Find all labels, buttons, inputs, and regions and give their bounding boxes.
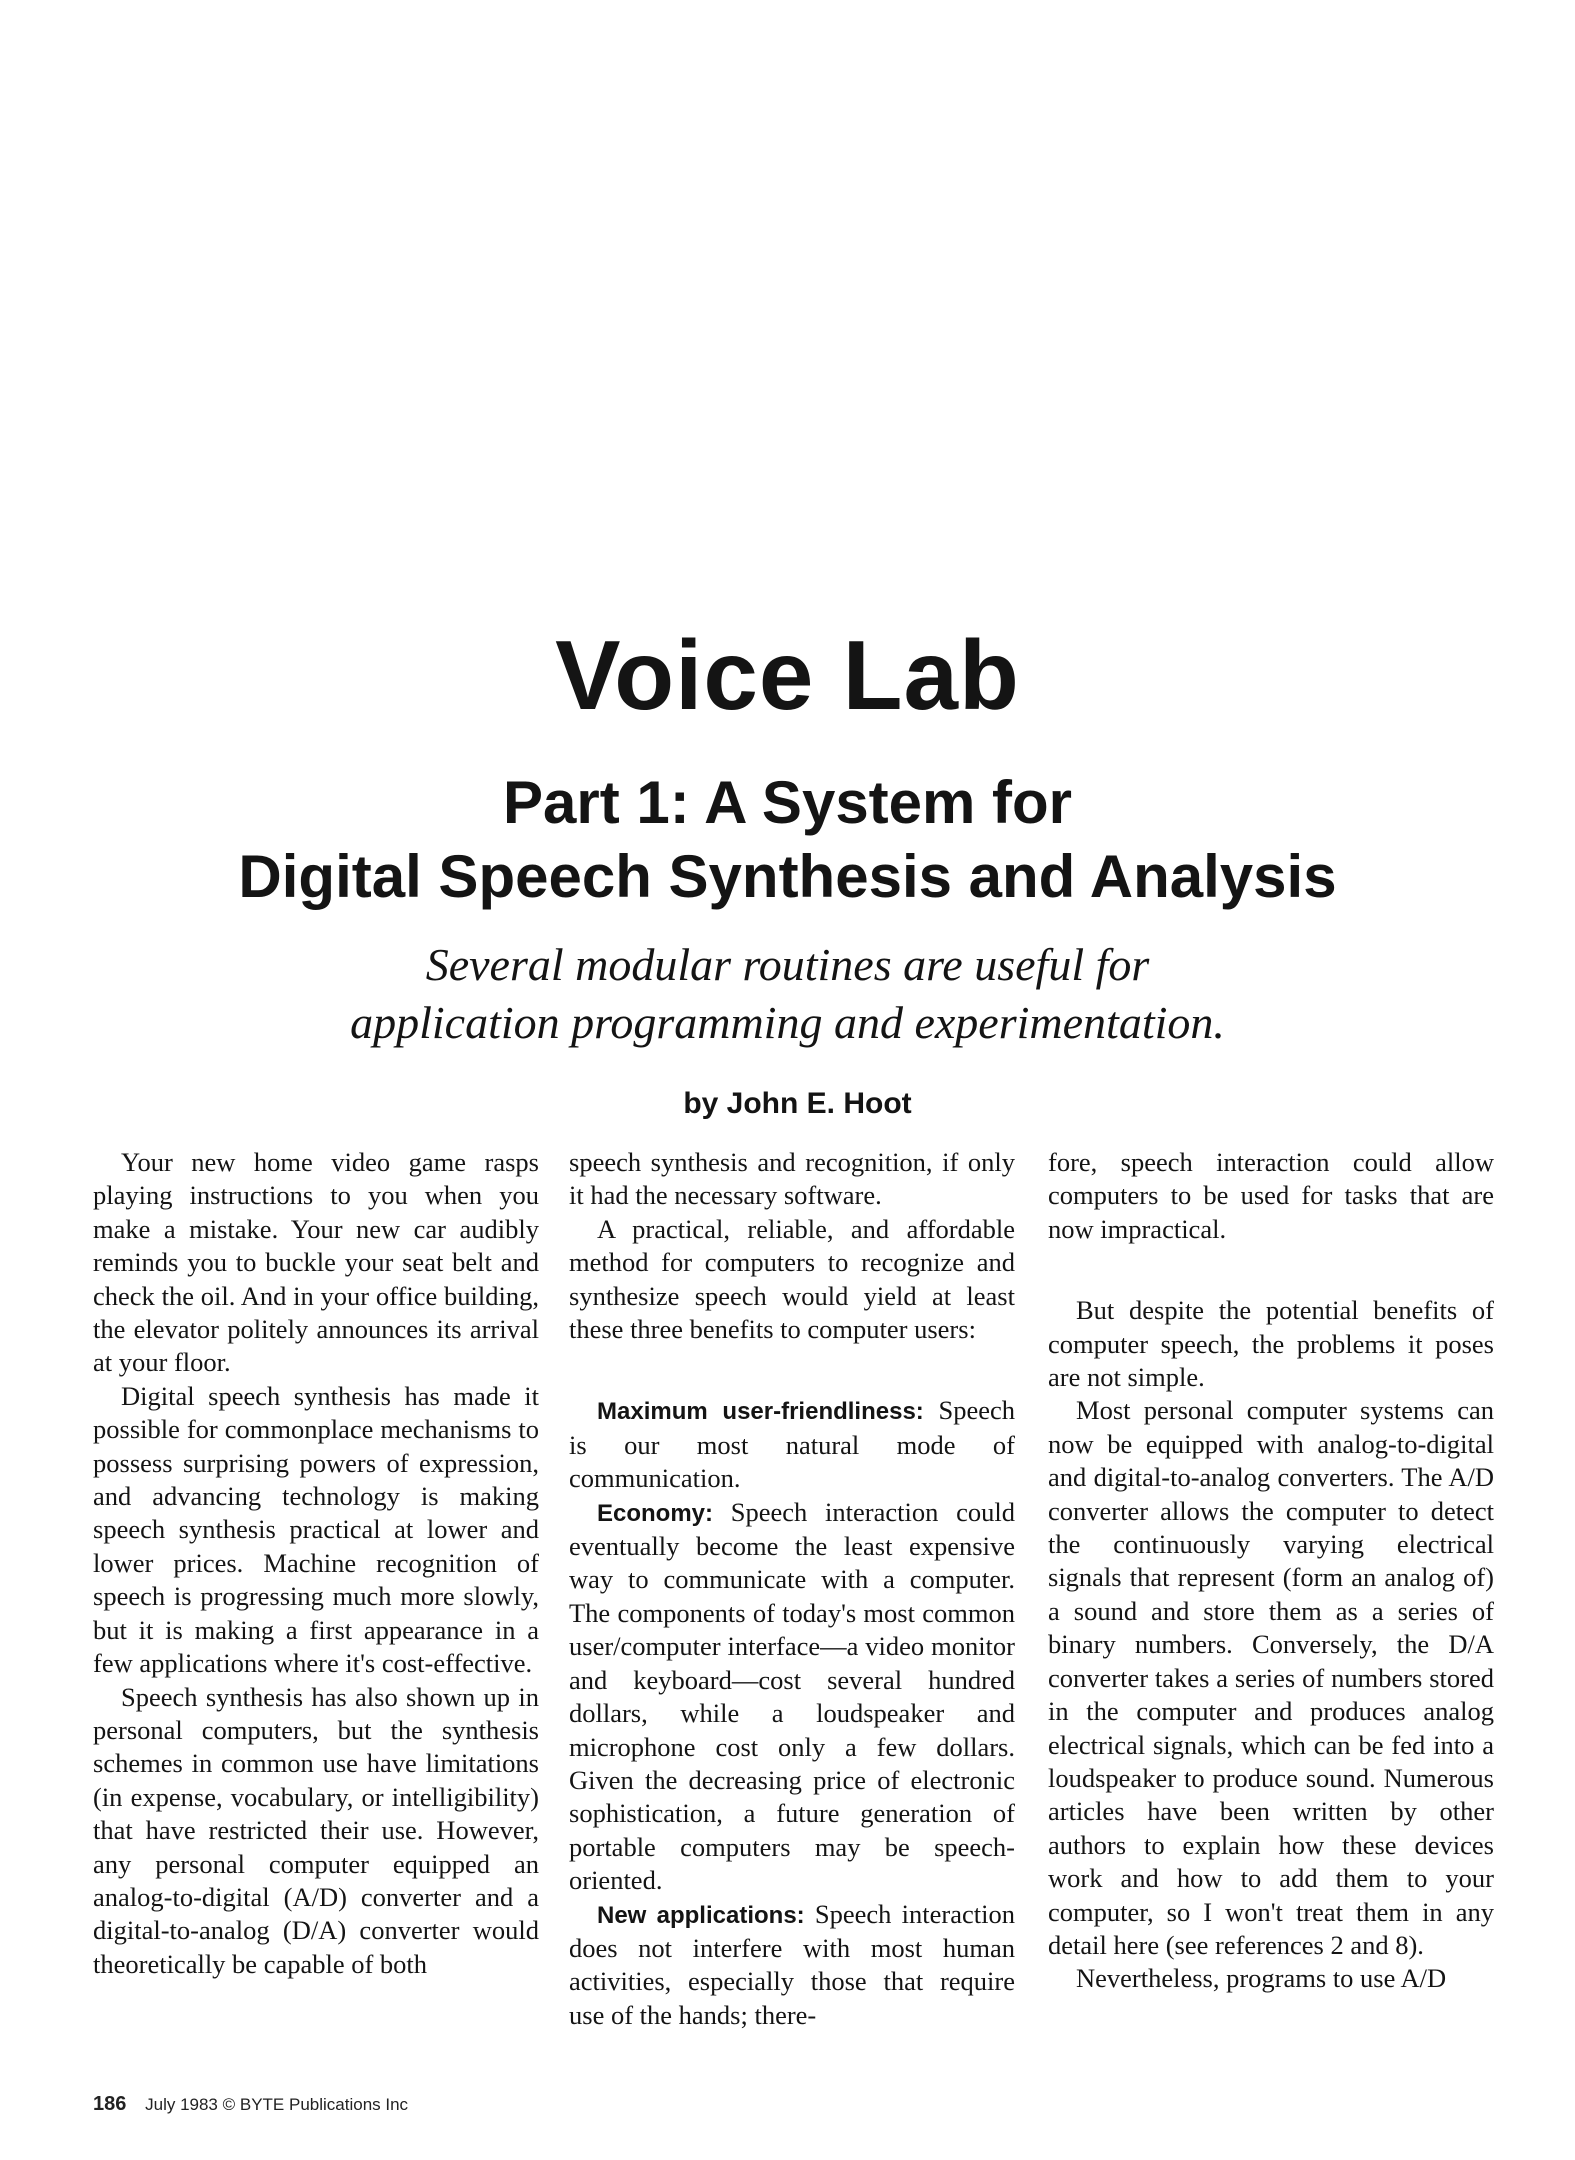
paragraph: But despite the potential benefits of computer speech, the problems it poses are not simple.	[1048, 1295, 1494, 1393]
article-deck	[0, 936, 1575, 1052]
benefit-paragraph	[569, 1496, 1015, 1898]
benefit-text: Speech is our most natural mode of communication.	[569, 1395, 1015, 1494]
body-column-3	[1048, 1146, 1494, 1996]
deck-line-2: application programming and experimentation.	[350, 997, 1225, 1048]
benefit-paragraph	[569, 1898, 1015, 2033]
deck-line-1: Several modular routines are useful for	[425, 939, 1150, 990]
benefit-text: Speech interaction could eventually become the least expensive way to communicate with a computer. The components of today's most common user/computer interface—a video monitor and keyboard—cost several hundred dollars, while a loudspeaker and microphone cost only a few dollars. Given the decreasing price of electronic sophistication, a future generation of portable computers may be speech-oriented.	[569, 1496, 1015, 1896]
subtitle-line-2: Digital Speech Synthesis and Analysis	[238, 843, 1337, 910]
subtitle-line-1: Part 1: A System for	[502, 769, 1073, 836]
article-subtitle	[0, 766, 1575, 914]
paragraph: fore, speech interaction could allow computers to be used for tasks that are now impractical.	[1048, 1147, 1494, 1244]
paragraph: A practical, reliable, and affordable method for computers to recognize and synthesize speech would yield at least these three benefits to computer users:	[569, 1213, 1015, 1345]
byline: by John E. Hoot	[683, 1087, 912, 1120]
paragraph: Your new home video game rasps playing instructions to you when you make a mistake. Your new car audibly reminds you to buckle your seat belt and check the oil. And in your office building, the elevator politely announces its arrival at your floor.	[93, 1147, 539, 1378]
paragraph: Speech synthesis has also shown up in personal computers, but the synthesis schemes in common use have limitations (in expense, vocabulary, or intelligibility) that have restricted their use. However, any personal computer equipped an analog-to-digital (A/D) converter and a digital-to-analog (D/A) converter would theoretically be capable of both	[93, 1681, 539, 1979]
page-number: 186	[93, 2093, 127, 2115]
body-column-1	[93, 1146, 539, 1981]
benefit-text: Speech interaction does not interfere with most human activities, especially those that require use of the hands; there-	[569, 1898, 1015, 2030]
paragraph: Most personal computer systems can now be equipped with analog-to-digital and digital-to-analog converters. The A/D converter allows the computer to detect the continuously varying electrical signals that represent (form an analog of) a sound and store them as a series of binary numbers. Conversely, the D/A converter takes a series of numbers stored in the computer and produces analog electrical signals, which can be fed into a loudspeaker to produce sound. Numerous articles have been written by other authors to explain how these devices work and how to add them to your computer, so I won't treat them in any detail here (see references 2 and 8).	[1048, 1395, 1494, 1960]
body-column-2	[569, 1146, 1015, 2032]
benefit-label: Maximum user-friendliness:	[597, 1398, 924, 1426]
paragraph: speech synthesis and recognition, if only it had the necessary software.	[569, 1147, 1015, 1211]
benefit-paragraph	[569, 1394, 1015, 1495]
paragraph: Digital speech synthesis has made it possible for commonplace mechanisms to possess surprising powers of expression, and advancing technology is making speech synthesis practical at lower and lower prices. Machine recognition of speech is progressing much more slowly, but it is making a first appearance in a few applications where it's cost-effective.	[93, 1380, 539, 1679]
benefit-label: New applications:	[597, 1901, 805, 1929]
page-footer	[93, 2092, 408, 2117]
paragraph: Nevertheless, programs to use A/D	[1076, 1963, 1447, 1994]
benefit-label: Economy:	[597, 1499, 714, 1527]
issue-credit: July 1983 © BYTE Publications Inc	[145, 2095, 409, 2114]
article-title: Voice Lab	[555, 620, 1020, 730]
